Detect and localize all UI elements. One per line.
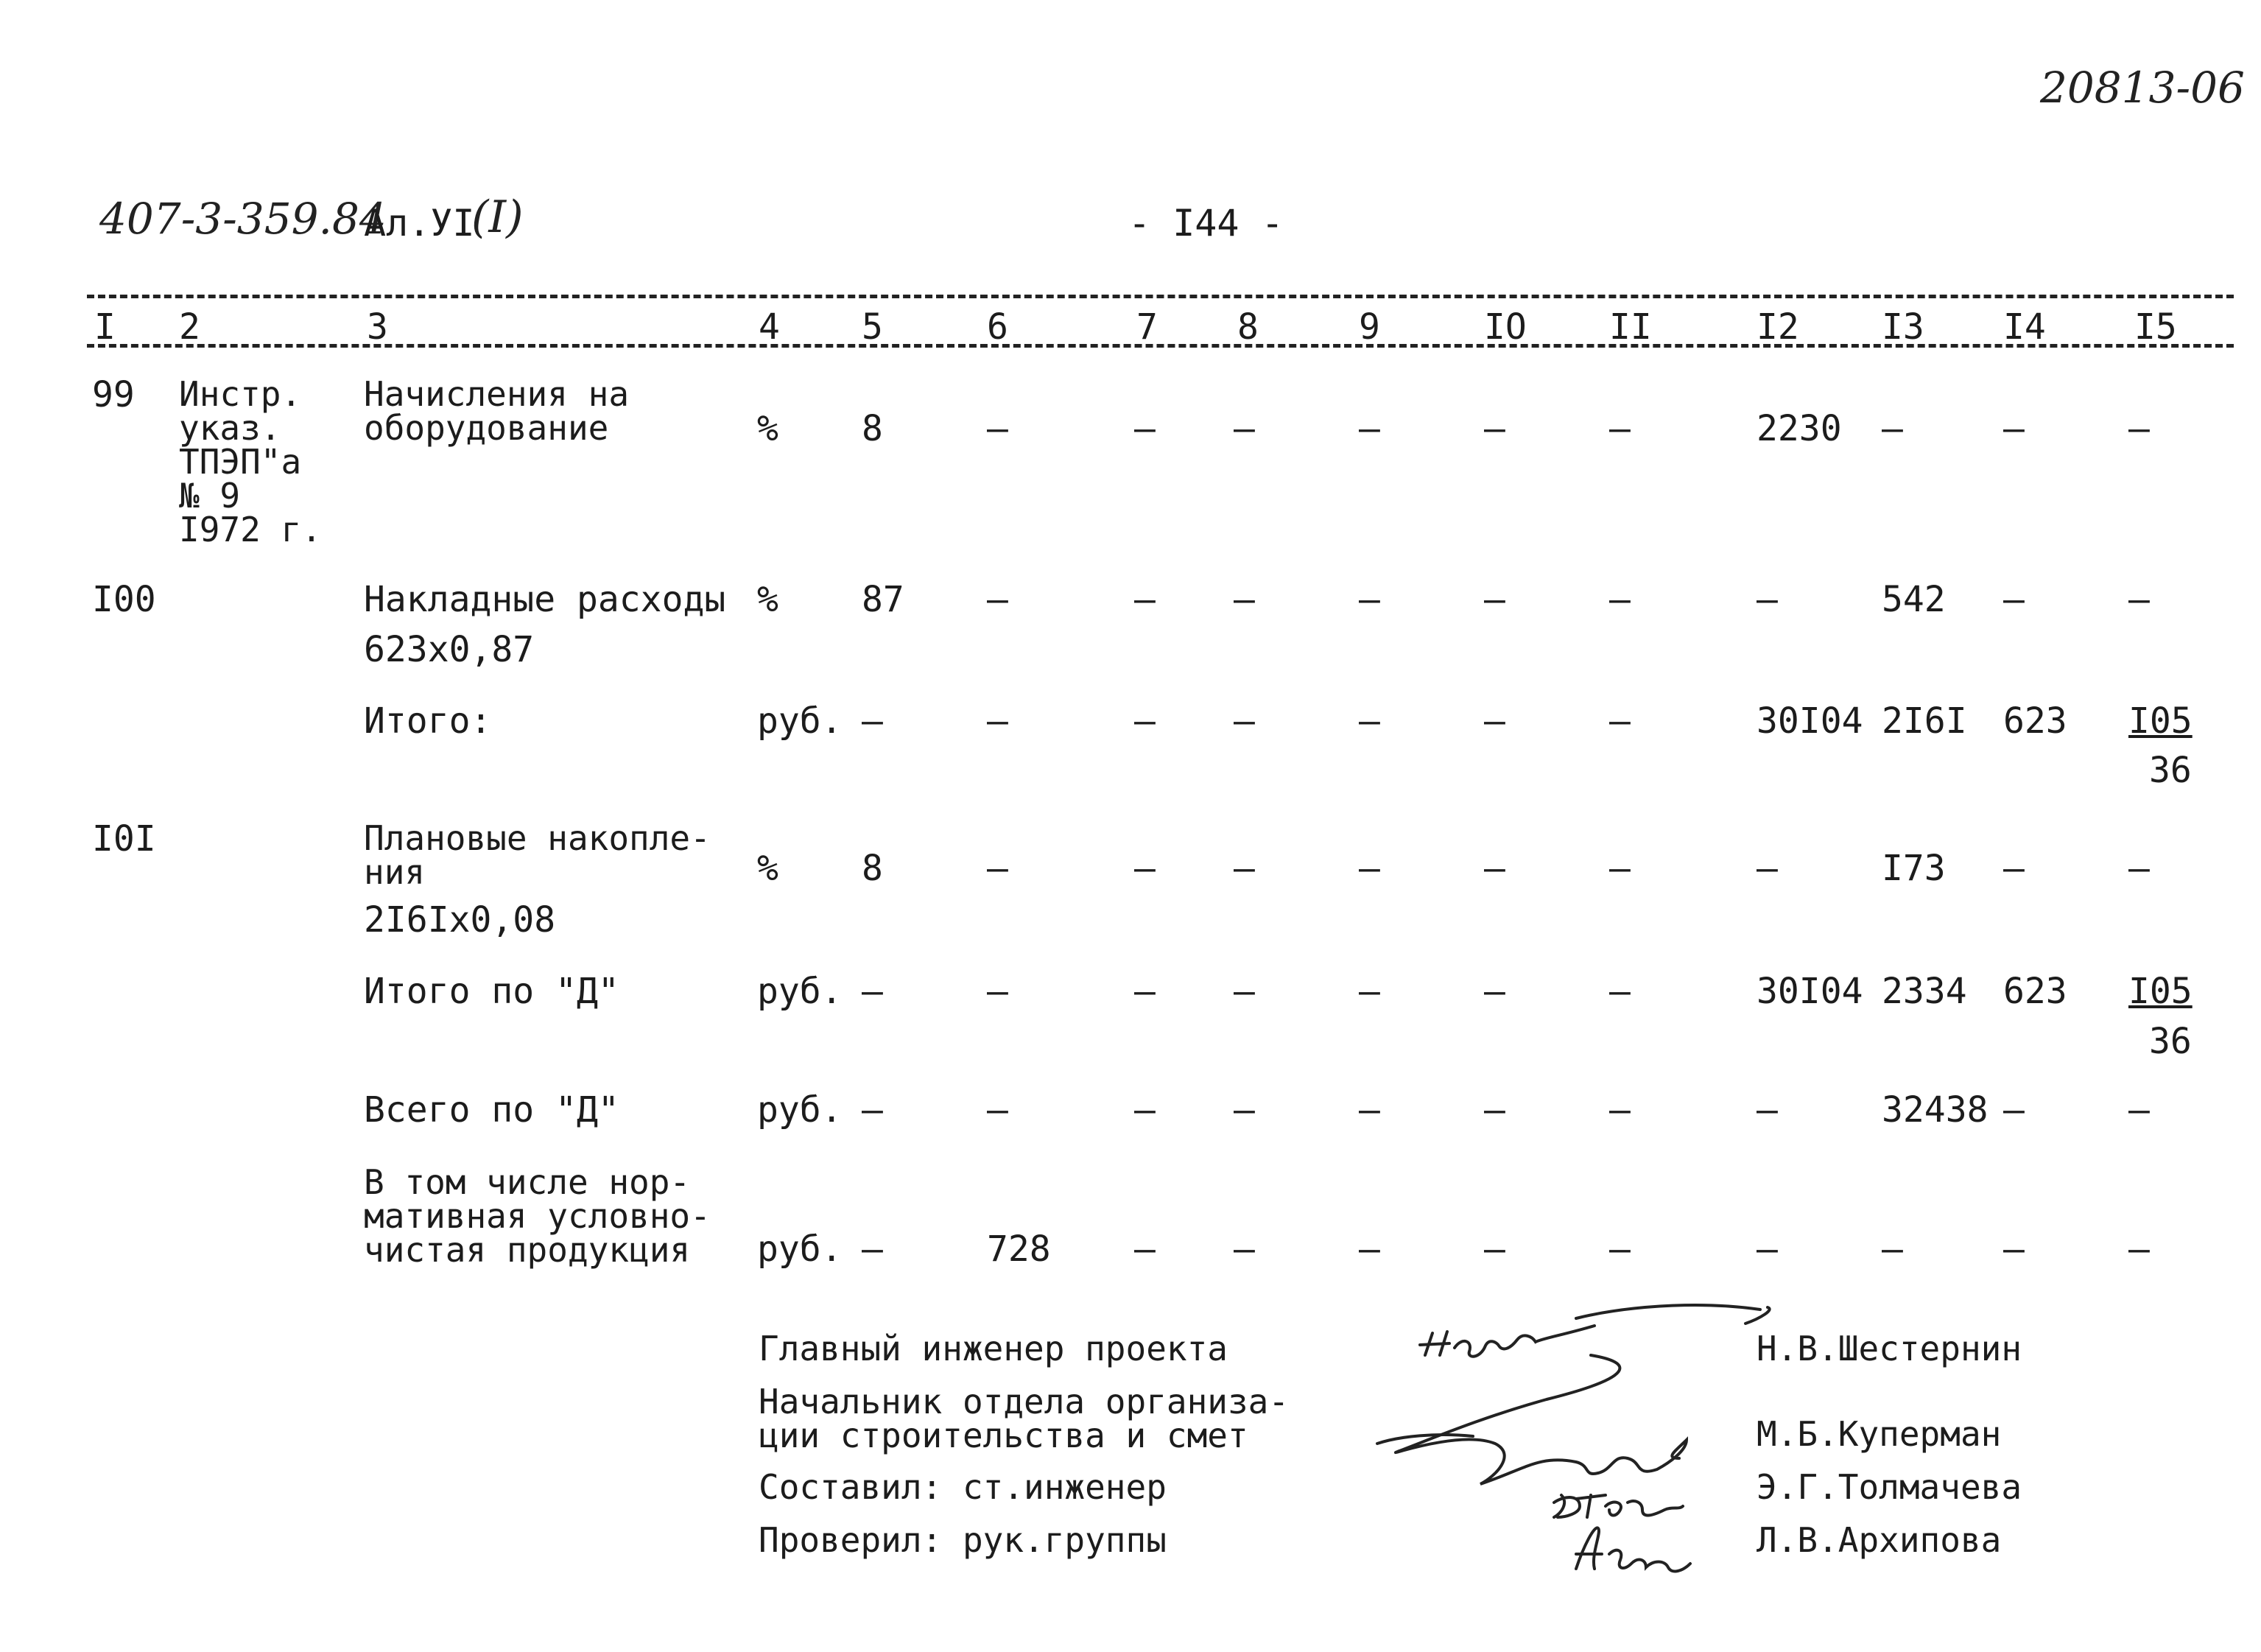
cell-c11: – <box>1609 1089 1631 1131</box>
cell-c7: – <box>1134 1089 1156 1131</box>
cell-c7: – <box>1134 408 1156 449</box>
cell-c8: – <box>1234 1229 1255 1270</box>
cell-c15: – <box>2128 579 2150 620</box>
cell-c9: – <box>1359 700 1380 742</box>
cell-c5: 8 <box>862 848 883 889</box>
cell-c6: – <box>987 971 1008 1012</box>
col-header: 8 <box>1237 306 1259 348</box>
cell-c7: – <box>1134 971 1156 1012</box>
cell-c8: – <box>1234 579 1255 620</box>
signature-person: Н.В.Шестернин <box>1757 1329 2022 1368</box>
cell-c15: – <box>2128 1229 2150 1270</box>
cell-c6: – <box>987 1089 1008 1131</box>
col-header: 2 <box>179 306 200 348</box>
col-header: I4 <box>2003 306 2046 348</box>
col-header: 7 <box>1136 306 1158 348</box>
cell-c11: – <box>1609 848 1631 889</box>
basis-line: № 9 <box>179 476 241 516</box>
cell-c9: – <box>1359 408 1380 449</box>
col-header: I3 <box>1882 306 1924 348</box>
cell-c13: 2I6I <box>1882 700 1967 742</box>
cell-c12: 30I04 <box>1757 971 1863 1012</box>
cell-c11: – <box>1609 700 1631 742</box>
cell-c10: – <box>1484 848 1505 889</box>
row-number: I00 <box>92 579 156 620</box>
album-label: Ал.УI <box>364 202 475 245</box>
cell-c8: – <box>1234 848 1255 889</box>
cell-c14: – <box>2003 408 2025 449</box>
unit: % <box>757 848 778 889</box>
col-header: 6 <box>987 306 1008 348</box>
signature-mark-3 <box>1554 1495 1683 1517</box>
basis-line: I972 г. <box>179 510 322 549</box>
basis-line: Инстр. <box>179 374 302 414</box>
signature-role: Начальник отдела организа- <box>759 1382 1290 1421</box>
cell-c10: – <box>1484 1229 1505 1270</box>
cell-c12: – <box>1757 1089 1778 1131</box>
cell-c9: – <box>1359 579 1380 620</box>
item-name: оборудование <box>364 408 609 448</box>
unit: % <box>757 408 778 449</box>
cell-c13: 32438 <box>1882 1089 1989 1131</box>
col-header: I5 <box>2134 306 2177 348</box>
col-header: I <box>94 306 116 348</box>
col-header: 5 <box>862 306 883 348</box>
cell-c12: 30I04 <box>1757 700 1863 742</box>
row-number: 99 <box>92 374 135 415</box>
cell-c12: – <box>1757 848 1778 889</box>
cell-c5: – <box>862 1229 883 1270</box>
cell-c15: – <box>2128 1089 2150 1131</box>
signature-role: ции строительства и смет <box>759 1416 1248 1455</box>
col-header: 4 <box>759 306 780 348</box>
cell-c14: – <box>2003 579 2025 620</box>
cell-c12: – <box>1757 579 1778 620</box>
cell-c14: 623 <box>2003 971 2067 1012</box>
basis-line: указ. <box>179 408 281 448</box>
signature-mark-2 <box>1396 1355 1687 1484</box>
cell-c10: – <box>1484 700 1505 742</box>
item-name: ния <box>364 852 426 892</box>
cell-c7: – <box>1134 700 1156 742</box>
cell-c9: – <box>1359 1229 1380 1270</box>
cell-c9: – <box>1359 1089 1380 1131</box>
cell-c6: – <box>987 848 1008 889</box>
signature-mark-4 <box>1576 1528 1690 1571</box>
unit: руб. <box>757 1229 843 1270</box>
cell-c13: 2334 <box>1882 971 1967 1012</box>
cell-c12: – <box>1757 1229 1778 1270</box>
signature-mark-1 <box>1420 1326 1594 1357</box>
cell-c11: – <box>1609 1229 1631 1270</box>
cell-c8: – <box>1234 408 1255 449</box>
cell-c6: – <box>987 408 1008 449</box>
cell-c5: – <box>862 700 883 742</box>
cell-c11: – <box>1609 408 1631 449</box>
unit: % <box>757 579 778 620</box>
cell-c5: – <box>862 1089 883 1131</box>
item-name: Накладные расходы <box>364 579 726 620</box>
col-header: 3 <box>367 306 388 348</box>
basis-line: ТПЭП"а <box>179 442 302 482</box>
unit: руб. <box>757 1089 843 1131</box>
item-name: чистая продукция <box>364 1230 691 1270</box>
cell-c5: – <box>862 971 883 1012</box>
cell-c7: – <box>1134 579 1156 620</box>
item-name: Итого по "Д" <box>364 971 619 1012</box>
cell-c14: 623 <box>2003 700 2067 742</box>
col-header: 9 <box>1359 306 1380 348</box>
cell-c14: – <box>2003 848 2025 889</box>
cell-c15-lower: 36 <box>2149 750 2192 791</box>
cell-c14: – <box>2003 1229 2025 1270</box>
cell-c7: – <box>1134 1229 1156 1270</box>
cell-c11: – <box>1609 579 1631 620</box>
cell-c15: I05 <box>2128 971 2193 1012</box>
cell-c12: 2230 <box>1757 408 1842 449</box>
cell-c5: 8 <box>862 408 883 449</box>
cell-c10: – <box>1484 579 1505 620</box>
cell-c14: – <box>2003 1089 2025 1131</box>
col-header: IO <box>1484 306 1527 348</box>
cell-c10: – <box>1484 408 1505 449</box>
page-number: - I44 - <box>1128 202 1284 245</box>
signature-tail-1 <box>1576 1305 1770 1324</box>
cell-c13: – <box>1882 1229 1903 1270</box>
cell-c11: – <box>1609 971 1631 1012</box>
signature-person: Л.В.Архипова <box>1757 1520 2002 1560</box>
cell-c13: 542 <box>1882 579 1946 620</box>
signature-role: Главный инженер проекта <box>759 1329 1228 1368</box>
item-name: Начисления на <box>364 374 630 414</box>
archive-code: 20813-06 <box>2040 63 2245 113</box>
cell-c9: – <box>1359 848 1380 889</box>
cell-c8: – <box>1234 700 1255 742</box>
cell-c8: – <box>1234 1089 1255 1131</box>
cell-c9: – <box>1359 971 1380 1012</box>
signature-person: М.Б.Куперман <box>1757 1414 2002 1454</box>
item-name: Всего по "Д" <box>364 1089 619 1131</box>
unit: руб. <box>757 971 843 1012</box>
cell-c15: – <box>2128 408 2150 449</box>
item-calc: 623х0,87 <box>364 629 535 670</box>
cell-c8: – <box>1234 971 1255 1012</box>
cell-c13: – <box>1882 408 1903 449</box>
row-number: I0I <box>92 818 156 860</box>
signature-role: Составил: ст.инженер <box>759 1467 1167 1507</box>
project-code: 407-3-359.84 <box>99 194 387 244</box>
cell-c7: – <box>1134 848 1156 889</box>
col-header: II <box>1609 306 1652 348</box>
cell-c15: I05 <box>2128 700 2193 742</box>
col-header: I2 <box>1757 306 1799 348</box>
item-name: Плановые накопле- <box>364 818 711 858</box>
cell-c15: – <box>2128 848 2150 889</box>
item-name: В том числе нор- <box>364 1162 691 1202</box>
signature-role: Проверил: рук.группы <box>759 1520 1167 1560</box>
cell-c15-lower: 36 <box>2149 1021 2192 1062</box>
cell-c6: – <box>987 579 1008 620</box>
cell-c10: – <box>1484 1089 1505 1131</box>
item-name: Итого: <box>364 700 492 742</box>
item-calc: 2I6Iх0,08 <box>364 899 556 941</box>
unit: руб. <box>757 700 843 742</box>
signature-person: Э.Г.Толмачева <box>1757 1467 2022 1507</box>
cell-c6: – <box>987 700 1008 742</box>
cell-c6: 728 <box>987 1229 1051 1270</box>
cell-c10: – <box>1484 971 1505 1012</box>
cell-c5: 87 <box>862 579 904 620</box>
cell-c13: I73 <box>1882 848 1946 889</box>
item-name: мативная условно- <box>364 1196 711 1236</box>
album-part: (I) <box>471 191 524 243</box>
